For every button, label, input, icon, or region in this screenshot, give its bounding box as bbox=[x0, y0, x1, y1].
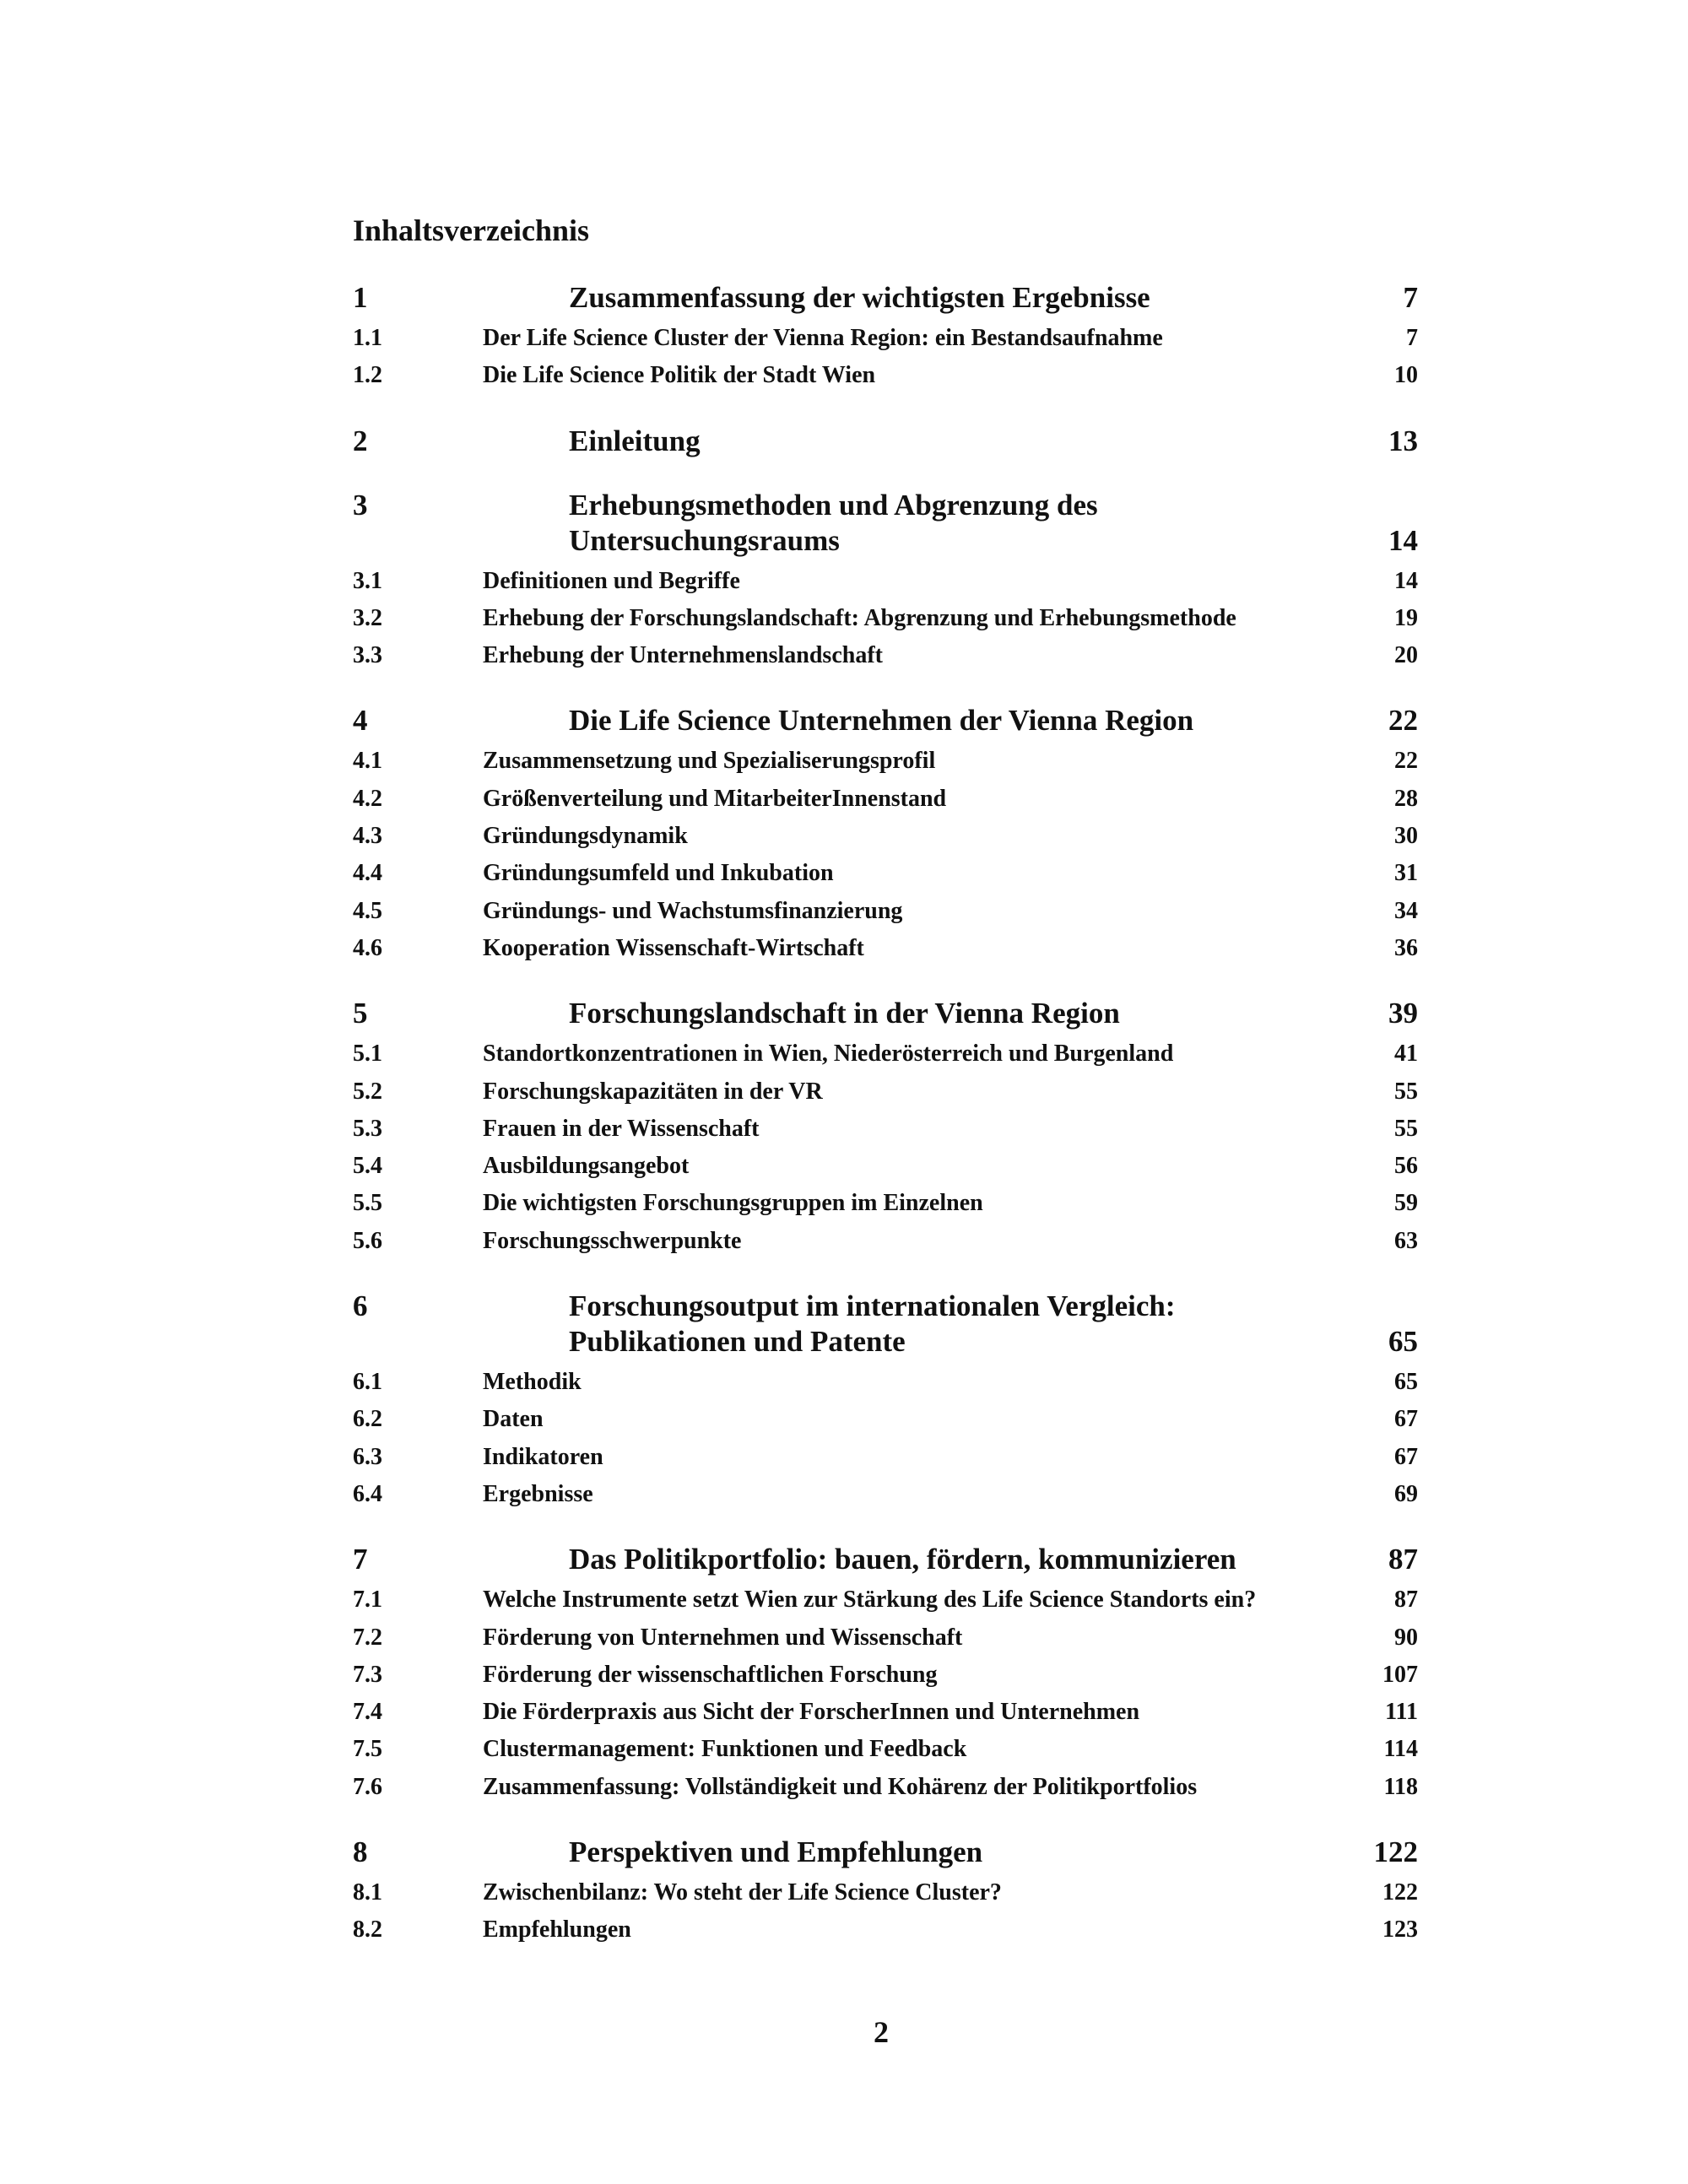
toc-chapter-entry[interactable] bbox=[353, 280, 1418, 316]
chapter-title: Das Politikportfolio: bauen, fördern, kommunizieren bbox=[569, 1543, 1236, 1576]
chapter-title: Die Life Science Unternehmen der Vienna Region bbox=[569, 704, 1194, 738]
section-page-number: 67 bbox=[1394, 1443, 1418, 1470]
toc-chapter bbox=[353, 1542, 1418, 1806]
chapter-title: Forschungslandschaft in der Vienna Region bbox=[569, 997, 1120, 1030]
toc-chapter bbox=[353, 1835, 1418, 1949]
section-number: 5.6 bbox=[353, 1227, 382, 1254]
section-number: 7.6 bbox=[353, 1773, 382, 1800]
section-number: 5.2 bbox=[353, 1078, 382, 1105]
section-number: 6.2 bbox=[353, 1406, 382, 1433]
toc-section-entry[interactable] bbox=[353, 1035, 1418, 1073]
section-number: 4.4 bbox=[353, 860, 382, 887]
toc-section-entry[interactable] bbox=[353, 930, 1418, 967]
section-number: 1.2 bbox=[353, 362, 382, 389]
section-page-number: 107 bbox=[1382, 1661, 1418, 1688]
toc-chapter-entry[interactable] bbox=[353, 1835, 1418, 1870]
section-number: 4.6 bbox=[353, 934, 382, 961]
section-number: 5.3 bbox=[353, 1115, 382, 1142]
section-title: Definitionen und Begriffe bbox=[483, 567, 740, 594]
chapter-number: 3 bbox=[353, 488, 368, 522]
toc-section-entry[interactable] bbox=[353, 1476, 1418, 1513]
section-number: 3.2 bbox=[353, 604, 382, 631]
section-title: Kooperation Wissenschaft-Wirtschaft bbox=[483, 934, 864, 961]
section-title: Förderung der wissenschaftlichen Forschung bbox=[483, 1661, 938, 1688]
chapter-number: 1 bbox=[353, 281, 368, 314]
section-number: 6.3 bbox=[353, 1443, 382, 1470]
toc-section-entry[interactable] bbox=[353, 1694, 1418, 1731]
section-number: 5.5 bbox=[353, 1190, 382, 1217]
section-page-number: 30 bbox=[1394, 823, 1418, 850]
section-title: Die wichtigsten Forschungsgruppen im Einzelnen bbox=[483, 1190, 983, 1217]
section-title: Frauen in der Wissenschaft bbox=[483, 1115, 760, 1142]
chapter-page-number: 7 bbox=[1403, 281, 1418, 314]
section-page-number: 90 bbox=[1394, 1624, 1418, 1651]
section-page-number: 22 bbox=[1394, 748, 1418, 775]
section-page-number: 20 bbox=[1394, 642, 1418, 669]
chapter-title: Einleitung bbox=[569, 424, 701, 457]
toc-section-entry[interactable] bbox=[353, 1911, 1418, 1949]
section-number: 5.1 bbox=[353, 1041, 382, 1068]
section-title: Standortkonzentrationen in Wien, Niederösterreich und Burgenland bbox=[483, 1041, 1174, 1068]
toc-section-list bbox=[353, 1364, 1418, 1513]
section-title: Förderung von Unternehmen und Wissenschaft bbox=[483, 1624, 963, 1651]
chapter-page-number: 87 bbox=[1388, 1543, 1418, 1576]
section-page-number: 28 bbox=[1394, 785, 1418, 812]
section-title: Gründungsdynamik bbox=[483, 823, 688, 850]
chapter-number: 7 bbox=[353, 1543, 368, 1576]
toc-section-entry[interactable] bbox=[353, 1731, 1418, 1768]
toc-section-entry[interactable] bbox=[353, 1769, 1418, 1806]
toc-section-entry[interactable] bbox=[353, 1364, 1418, 1401]
toc-section-entry[interactable] bbox=[353, 563, 1418, 600]
toc-section-entry[interactable] bbox=[353, 818, 1418, 855]
section-page-number: 59 bbox=[1394, 1190, 1418, 1217]
section-number: 6.1 bbox=[353, 1369, 382, 1396]
toc-section-entry[interactable] bbox=[353, 855, 1418, 892]
toc-section-entry[interactable] bbox=[353, 1223, 1418, 1260]
chapter-page-number: 122 bbox=[1373, 1835, 1418, 1869]
chapter-number: 5 bbox=[353, 997, 368, 1030]
section-number: 3.1 bbox=[353, 567, 382, 594]
section-page-number: 69 bbox=[1394, 1480, 1418, 1507]
section-page-number: 36 bbox=[1394, 934, 1418, 961]
page-number: 2 bbox=[874, 2015, 889, 2049]
toc-section-entry[interactable] bbox=[353, 781, 1418, 818]
section-title: Forschungskapazitäten in der VR bbox=[483, 1078, 823, 1105]
section-page-number: 67 bbox=[1394, 1406, 1418, 1433]
section-number: 4.1 bbox=[353, 748, 382, 775]
section-title: Gründungsumfeld und Inkubation bbox=[483, 860, 834, 887]
section-page-number: 123 bbox=[1382, 1916, 1418, 1943]
section-title: Zusammensetzung und Spezialiserungsprofil bbox=[483, 748, 936, 775]
section-number: 7.2 bbox=[353, 1624, 382, 1651]
section-title: Forschungsschwerpunkte bbox=[483, 1227, 742, 1254]
toc-section-entry[interactable] bbox=[353, 1148, 1418, 1185]
toc-chapter-entry[interactable] bbox=[353, 488, 1418, 559]
toc-section-list bbox=[353, 1874, 1418, 1949]
section-title: Welche Instrumente setzt Wien zur Stärkung des Life Science Standorts ein? bbox=[483, 1587, 1257, 1614]
section-number: 4.3 bbox=[353, 823, 382, 850]
toc-section-entry[interactable] bbox=[353, 1111, 1418, 1148]
section-title: Indikatoren bbox=[483, 1443, 603, 1470]
section-title: Empfehlungen bbox=[483, 1916, 631, 1943]
section-title: Zusammenfassung: Vollständigkeit und Kohärenz der Politikportfolios bbox=[483, 1773, 1198, 1800]
section-page-number: 65 bbox=[1394, 1369, 1418, 1396]
section-number: 5.4 bbox=[353, 1153, 382, 1180]
toc-chapter-entry[interactable] bbox=[353, 996, 1418, 1031]
toc-section-entry[interactable] bbox=[353, 637, 1418, 674]
section-title: Zwischenbilanz: Wo steht der Life Science Cluster? bbox=[483, 1879, 1002, 1906]
section-title: Ausbildungsangebot bbox=[483, 1153, 690, 1180]
chapter-page-number: 65 bbox=[1388, 1325, 1418, 1359]
section-number: 8.1 bbox=[353, 1879, 382, 1906]
section-title: Gründungs- und Wachstumsfinanzierung bbox=[483, 897, 903, 924]
toc-section-entry[interactable] bbox=[353, 893, 1418, 930]
toc-chapter bbox=[353, 1289, 1418, 1513]
toc-section-entry[interactable] bbox=[353, 1619, 1418, 1657]
section-page-number: 55 bbox=[1394, 1115, 1418, 1142]
section-page-number: 122 bbox=[1382, 1879, 1418, 1906]
toc-chapter-entry[interactable] bbox=[353, 1542, 1418, 1577]
chapter-page-number: 22 bbox=[1388, 704, 1418, 738]
section-number: 1.1 bbox=[353, 325, 382, 351]
toc-section-entry[interactable] bbox=[353, 1401, 1418, 1438]
section-page-number: 118 bbox=[1383, 1773, 1418, 1800]
section-number: 7.3 bbox=[353, 1661, 382, 1688]
section-title: Erhebung der Forschungslandschaft: Abgrenzung und Erhebungsmethode bbox=[483, 604, 1236, 631]
section-page-number: 34 bbox=[1394, 897, 1418, 924]
toc-section-entry[interactable] bbox=[353, 1439, 1418, 1476]
section-title: Die Förderpraxis aus Sicht der ForscherInnen und Unternehmen bbox=[483, 1699, 1140, 1726]
section-title: Größenverteilung und MitarbeiterInnenstand bbox=[483, 785, 947, 812]
chapter-title: Zusammenfassung der wichtigsten Ergebnisse bbox=[569, 281, 1150, 314]
toc-chapter bbox=[353, 488, 1418, 675]
section-title: Ergebnisse bbox=[483, 1480, 593, 1507]
toc-section-entry[interactable] bbox=[353, 743, 1418, 780]
toc-chapter bbox=[353, 703, 1418, 967]
section-page-number: 63 bbox=[1394, 1227, 1418, 1254]
section-title: Methodik bbox=[483, 1369, 582, 1396]
toc-section-entry[interactable] bbox=[353, 1073, 1418, 1111]
section-page-number: 10 bbox=[1394, 362, 1418, 389]
section-number: 8.2 bbox=[353, 1916, 382, 1943]
section-number: 7.1 bbox=[353, 1587, 382, 1614]
toc-section-list bbox=[353, 563, 1418, 675]
section-title: Die Life Science Politik der Stadt Wien bbox=[483, 362, 876, 389]
chapter-number: 8 bbox=[353, 1835, 368, 1869]
section-title: Erhebung der Unternehmenslandschaft bbox=[483, 642, 883, 669]
section-number: 7.5 bbox=[353, 1736, 382, 1763]
toc-section-list bbox=[353, 1035, 1418, 1260]
toc-section-entry[interactable] bbox=[353, 1185, 1418, 1222]
section-page-number: 55 bbox=[1394, 1078, 1418, 1105]
toc-section-list bbox=[353, 743, 1418, 967]
section-title: Der Life Science Cluster der Vienna Region: ein Bestandsaufnahme bbox=[483, 325, 1163, 351]
toc-chapter bbox=[353, 424, 1418, 459]
section-number: 6.4 bbox=[353, 1480, 382, 1507]
toc-section-entry[interactable] bbox=[353, 600, 1418, 637]
chapter-title: Forschungsoutput im internationalen Vergleich: Publikationen und Patente bbox=[569, 1289, 1176, 1359]
section-number: 4.5 bbox=[353, 897, 382, 924]
section-title: Daten bbox=[483, 1406, 544, 1433]
chapter-title: Erhebungsmethoden und Abgrenzung des Untersuchungsraums bbox=[569, 488, 1098, 557]
chapter-page-number: 14 bbox=[1388, 523, 1418, 557]
section-page-number: 114 bbox=[1383, 1736, 1418, 1763]
toc-chapter-entry[interactable] bbox=[353, 703, 1418, 738]
toc-section-entry[interactable] bbox=[353, 1581, 1418, 1619]
section-number: 7.4 bbox=[353, 1699, 382, 1726]
section-page-number: 14 bbox=[1394, 567, 1418, 594]
chapter-number: 4 bbox=[353, 704, 368, 738]
section-page-number: 7 bbox=[1406, 325, 1418, 351]
toc-section-entry[interactable] bbox=[353, 320, 1418, 357]
chapter-title: Perspektiven und Empfehlungen bbox=[569, 1835, 983, 1869]
section-page-number: 31 bbox=[1394, 860, 1418, 887]
chapter-page-number: 39 bbox=[1388, 997, 1418, 1030]
chapter-page-number: 13 bbox=[1388, 424, 1418, 457]
section-page-number: 19 bbox=[1394, 604, 1418, 631]
section-page-number: 111 bbox=[1385, 1699, 1418, 1726]
toc-chapter bbox=[353, 280, 1418, 395]
toc-chapter-entry[interactable] bbox=[353, 1289, 1418, 1360]
chapter-number: 6 bbox=[353, 1289, 368, 1323]
toc-list bbox=[353, 280, 1418, 1949]
section-page-number: 87 bbox=[1394, 1587, 1418, 1614]
toc-chapter bbox=[353, 996, 1418, 1260]
chapter-number: 2 bbox=[353, 424, 368, 457]
section-page-number: 41 bbox=[1394, 1041, 1418, 1068]
toc-section-entry[interactable] bbox=[353, 357, 1418, 394]
section-number: 4.2 bbox=[353, 785, 382, 812]
toc-heading: Inhaltsverzeichnis bbox=[353, 214, 590, 247]
toc-section-list bbox=[353, 320, 1418, 395]
toc-section-entry[interactable] bbox=[353, 1874, 1418, 1911]
toc-section-list bbox=[353, 1581, 1418, 1806]
section-number: 3.3 bbox=[353, 642, 382, 669]
toc-chapter-entry[interactable] bbox=[353, 424, 1418, 459]
toc-section-entry[interactable] bbox=[353, 1657, 1418, 1694]
section-title: Clustermanagement: Funktionen und Feedback bbox=[483, 1736, 967, 1763]
section-page-number: 56 bbox=[1394, 1153, 1418, 1180]
